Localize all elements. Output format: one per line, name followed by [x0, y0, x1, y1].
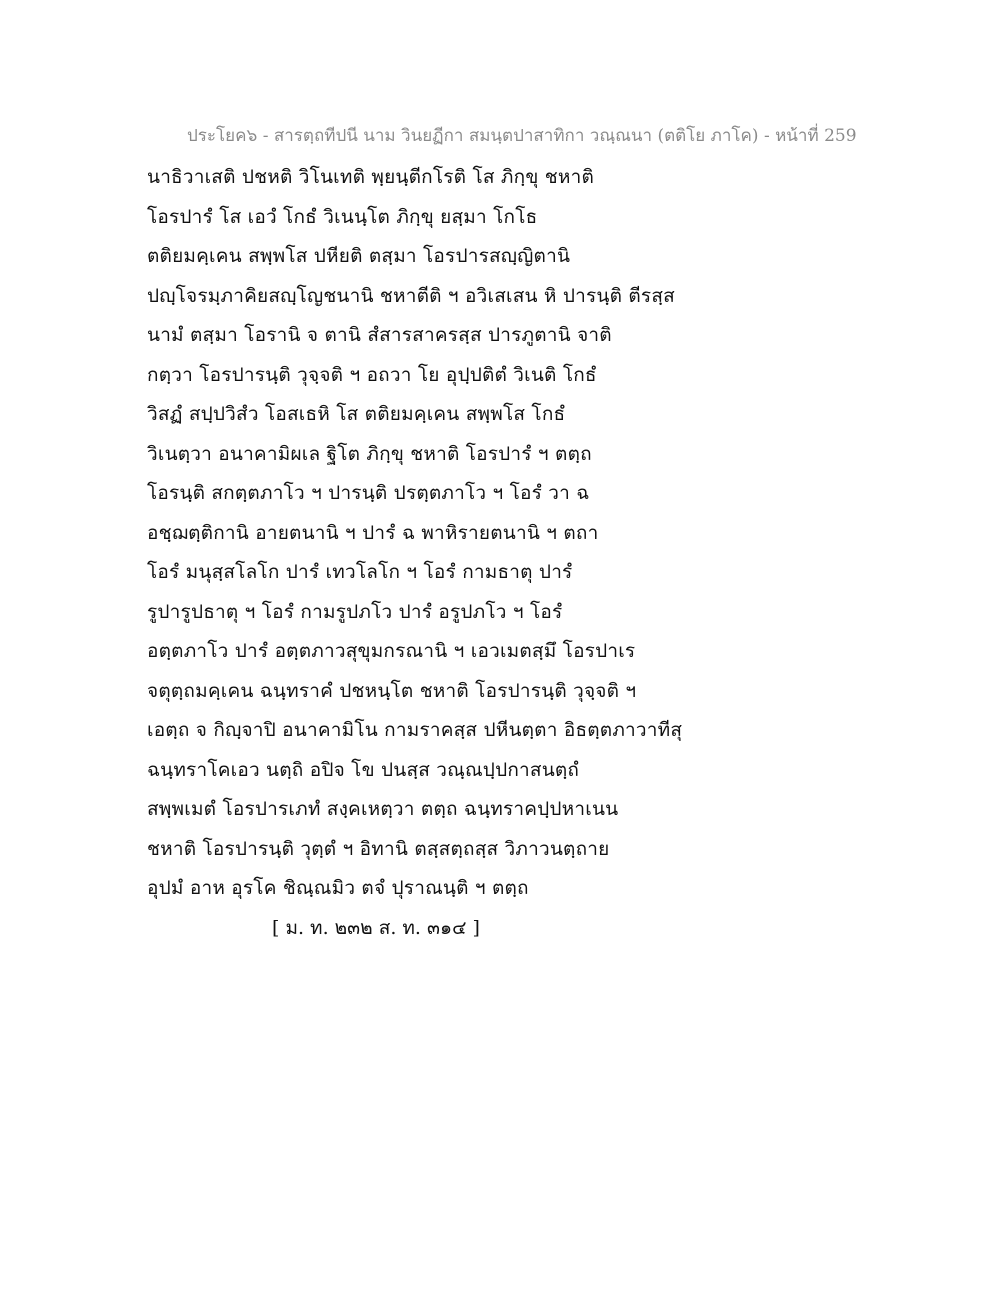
running-header: ประโยค๖ - สารตฺถทีปนี นาม วินยฏีกา สมนฺตปาสาทิกา วณฺณนา (ตติโย ภาโค) - หน้าที่ 259	[187, 126, 857, 146]
text-line: โอรปารํ โส เอวํ โกธํ วิเนนฺโต ภิกฺขุ ยสฺมา โกโธ	[147, 205, 538, 228]
text-line: อุปมํ อาห อุรโค ชิณฺณมิว ตจํ ปุราณนฺติ ฯ ตตฺถ	[147, 877, 529, 899]
text-line: โอรนฺติ สกตฺตภาโว ฯ ปารนฺติ ปรตฺตภาโว ฯ โอรํ วา ฉ	[147, 482, 590, 504]
text-line: นาธิวาเสติ ปชหติ วิโนเทติ พฺยนฺตีกโรติ โส ภิกฺขุ ชหาติ	[147, 166, 594, 188]
text-line: อชฺฌตฺติกานิ อายตนานิ ฯ ปารํ ฉ พาหิรายตนานิ ฯ ตถา	[147, 521, 599, 544]
page-reference: [ ม. ท. ๒๓๒ ส. ท. ๓๑๔ ]	[272, 917, 480, 939]
text-line: รูปารูปธาตุ ฯ โอรํ กามรูปภโว ปารํ อรูปภโว ฯ โอรํ	[147, 600, 563, 623]
text-line: วิเนตฺวา อนาคามิผเล ฐิโต ภิกฺขุ ชหาติ โอรปารํ ฯ ตตฺถ	[147, 442, 592, 465]
text-line: เอตฺถ จ กิญฺจาปิ อนาคามิโน กามราคสฺส ปหีนตฺตา อิธตฺตภาวาทีสุ	[147, 719, 683, 741]
text-line: ตติยมคฺเคน สพฺพโส ปหียติ ตสฺมา โอรปารสญฺญิตานิ	[147, 245, 571, 267]
text-line: อตฺตภาโว ปารํ อตฺตภาวสุขุมกรณานิ ฯ เอวเมตสฺมึ โอรปาเร	[147, 640, 636, 662]
text-line: สพฺพเมตํ โอรปารเภทํ สงฺคเหตฺวา ตตฺถ ฉนฺทราคปฺปหาเนน	[147, 798, 619, 820]
body-text	[147, 158, 967, 909]
text-line: โอรํ มนุสฺสโลโก ปารํ เทวโลโก ฯ โอรํ กามธาตุ ปารํ	[147, 561, 573, 583]
text-line: กตฺวา โอรปารนฺติ วุจฺจติ ฯ อถวา โย อุปฺปติตํ วิเนติ โกธํ	[147, 363, 597, 386]
text-line: ปญฺโจรมฺภาคิยสญฺโญชนานิ ชหาตีติ ฯ อวิเสเสน หิ ปารนฺติ ตีรสฺส	[147, 284, 675, 307]
text-line: นามํ ตสฺมา โอรานิ จ ตานิ สํสารสาครสฺส ปารภูตานิ จาติ	[147, 324, 612, 346]
text-line: ชหาติ โอรปารนฺติ วุตฺตํ ฯ อิทานิ ตสฺสตฺถสฺส วิภาวนตฺถาย	[147, 837, 610, 860]
text-line: วิสฏํ สปฺปวิสํว โอสเธหิ โส ตติยมคฺเคน สพฺพโส โกธํ	[147, 403, 566, 425]
text-line: จตุตฺถมคฺเคน ฉนฺทราคํ ปชหนฺโต ชหาติ โอรปารนฺติ วุจฺจติ ฯ	[147, 679, 637, 702]
text-line: ฉนฺทราโคเอว นตฺถิ อปิจ โข ปนสฺส วณฺณปฺปกาสนตฺถํ	[147, 758, 580, 781]
